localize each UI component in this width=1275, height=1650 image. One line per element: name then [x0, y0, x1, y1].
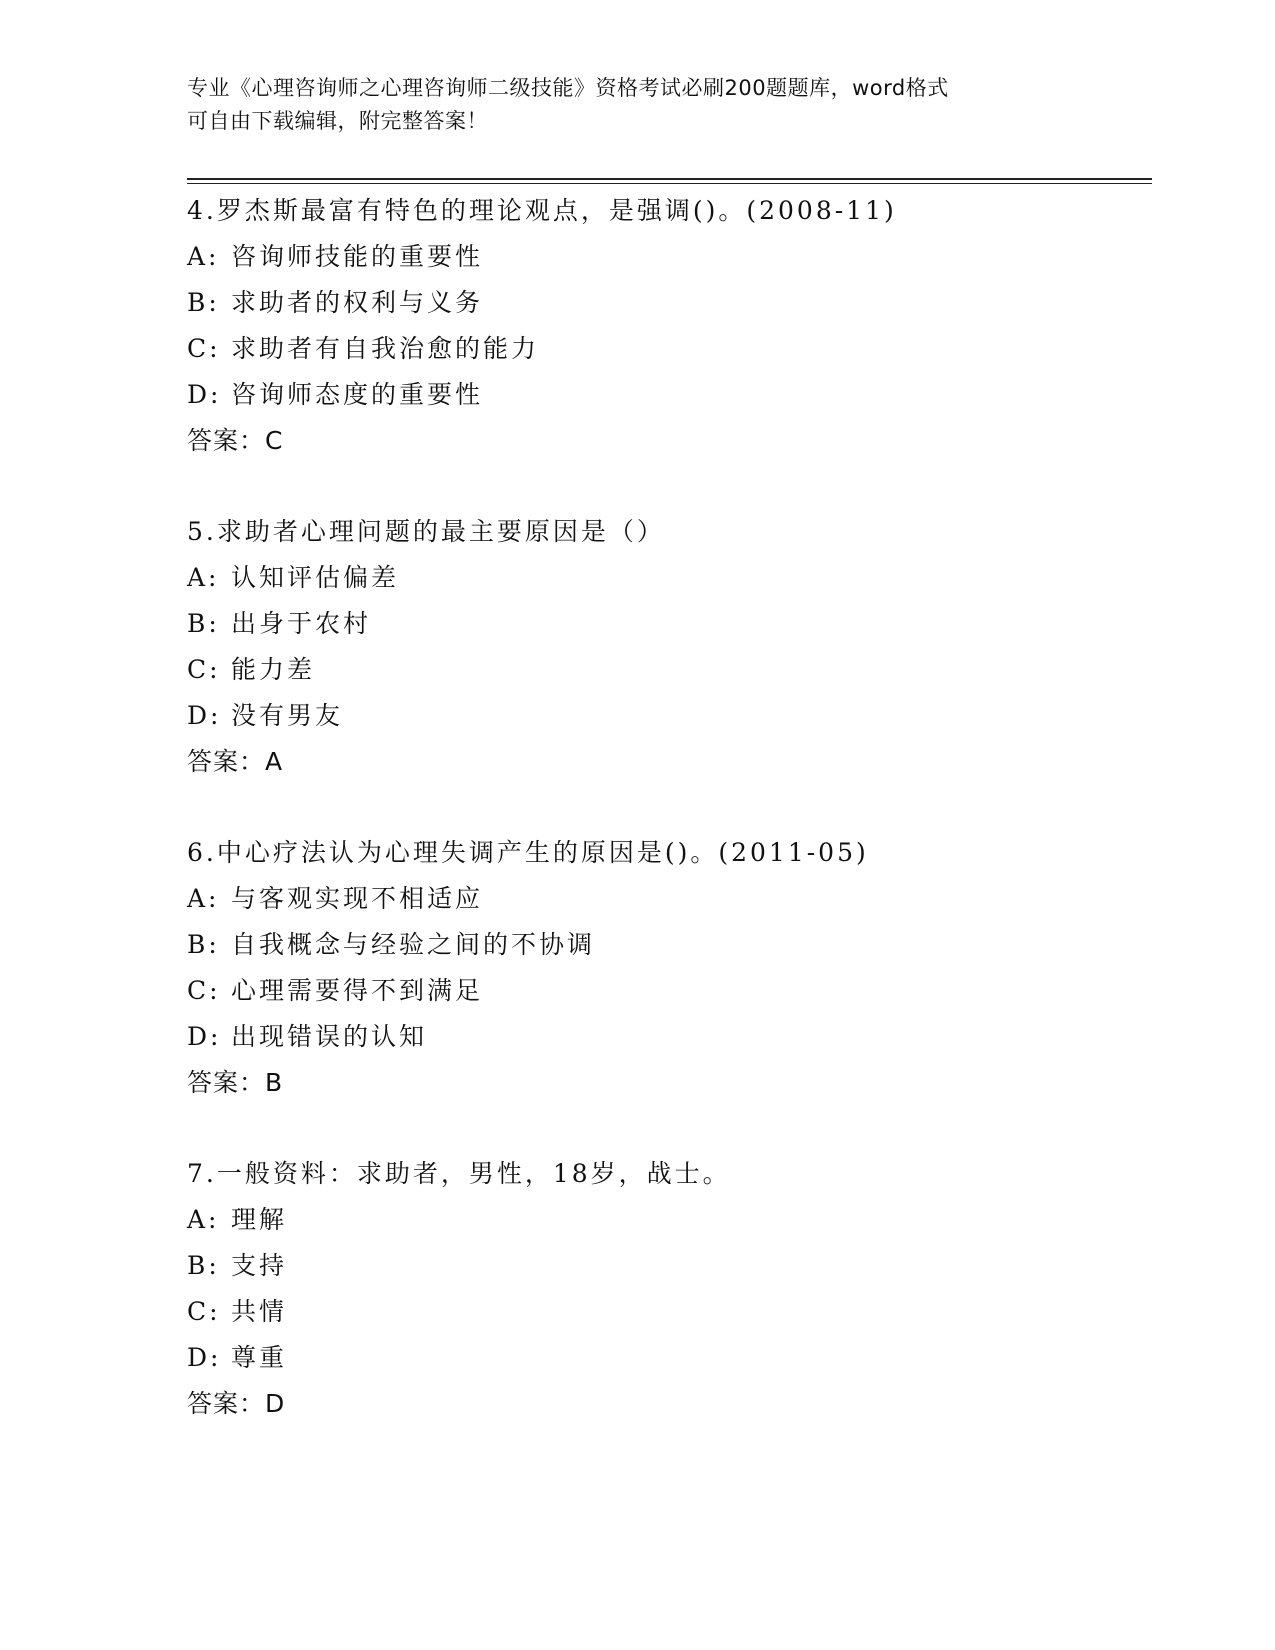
option-letter: C:	[187, 655, 221, 684]
option-letter: C:	[187, 1297, 221, 1326]
question-5	[187, 509, 1152, 785]
option-b	[187, 922, 1152, 968]
option-a	[187, 876, 1152, 922]
option-letter: C:	[187, 334, 221, 363]
option-letter: D:	[187, 701, 222, 730]
option-a	[187, 555, 1152, 601]
option-text: 支持	[231, 1251, 288, 1280]
option-a	[187, 1197, 1152, 1243]
header-line-2: 可自由下载编辑，附完整答案！	[187, 109, 488, 133]
option-text: 能力差	[231, 655, 316, 684]
option-text: 咨询师态度的重要性	[231, 380, 484, 409]
option-text: 尊重	[231, 1343, 288, 1372]
option-d	[187, 693, 1152, 739]
document-header	[187, 72, 1087, 138]
option-letter: C:	[187, 976, 221, 1005]
question-stem: 5.求助者心理问题的最主要原因是（）	[187, 517, 665, 546]
option-a	[187, 234, 1152, 280]
option-text: 认知评估偏差	[231, 563, 400, 592]
question-stem: 4.罗杰斯最富有特色的理论观点，是强调()。(2008-11)	[187, 196, 897, 225]
option-letter: B:	[187, 609, 220, 638]
option-b	[187, 280, 1152, 326]
option-text: 出现错误的认知	[231, 1022, 428, 1051]
option-text: 求助者有自我治愈的能力	[231, 334, 540, 363]
question-7	[187, 1151, 1152, 1427]
answer: 答案：B	[187, 1068, 284, 1097]
answer: 答案：C	[187, 426, 284, 455]
option-letter: B:	[187, 930, 220, 959]
option-d	[187, 372, 1152, 418]
question-list	[187, 188, 1152, 1472]
option-text: 理解	[231, 1205, 288, 1234]
option-letter: A:	[187, 563, 220, 592]
option-letter: D:	[187, 380, 222, 409]
answer: 答案：A	[187, 747, 284, 776]
option-text: 出身于农村	[231, 609, 372, 638]
question-4	[187, 188, 1152, 464]
option-text: 心理需要得不到满足	[231, 976, 484, 1005]
option-letter: D:	[187, 1343, 222, 1372]
header-divider-thick	[187, 178, 1152, 180]
header-line-1: 专业《心理咨询师之心理咨询师二级技能》资格考试必刷200题题库，word格式	[187, 76, 949, 100]
option-text: 自我概念与经验之间的不协调	[231, 930, 596, 959]
option-c	[187, 647, 1152, 693]
option-text: 没有男友	[231, 701, 344, 730]
option-d	[187, 1335, 1152, 1381]
option-text: 求助者的权利与义务	[231, 288, 484, 317]
option-c	[187, 1289, 1152, 1335]
option-letter: B:	[187, 1251, 220, 1280]
option-b	[187, 601, 1152, 647]
answer: 答案：D	[187, 1389, 286, 1418]
option-letter: D:	[187, 1022, 222, 1051]
header-divider-thin	[187, 183, 1152, 184]
option-letter: B:	[187, 288, 220, 317]
option-c	[187, 326, 1152, 372]
question-stem: 6.中心疗法认为心理失调产生的原因是()。(2011-05)	[187, 838, 869, 867]
option-b	[187, 1243, 1152, 1289]
question-stem: 7.一般资料：求助者，男性，18岁，战士。	[187, 1159, 731, 1188]
option-text: 与客观实现不相适应	[231, 884, 484, 913]
option-c	[187, 968, 1152, 1014]
option-letter: A:	[187, 1205, 220, 1234]
option-text: 咨询师技能的重要性	[231, 242, 484, 271]
option-d	[187, 1014, 1152, 1060]
option-letter: A:	[187, 884, 220, 913]
question-6	[187, 830, 1152, 1106]
option-letter: A:	[187, 242, 220, 271]
option-text: 共情	[231, 1297, 288, 1326]
